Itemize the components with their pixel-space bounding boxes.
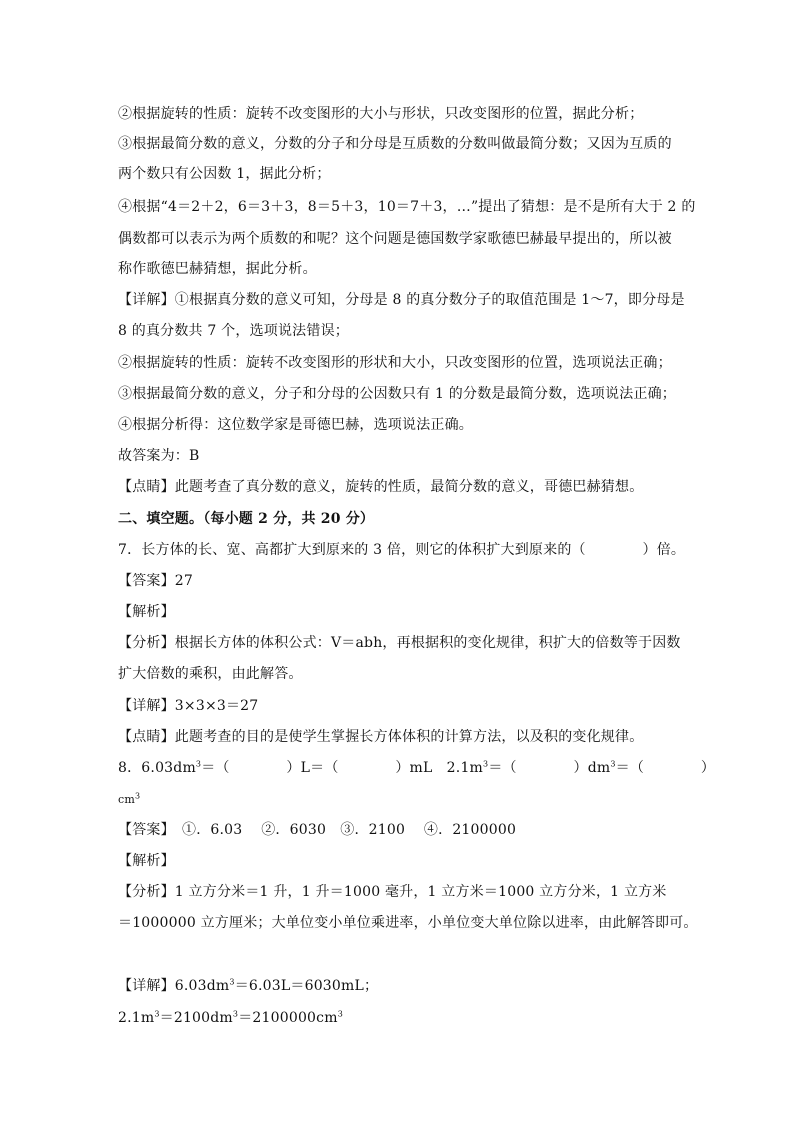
question-8: 8．$6.03dm^3=$（ ）L＝（ ）mL $2.1m^3=$（ ）$dm^3=$（ ）	[118, 759, 716, 776]
text-line: 【分析】1 立方分米＝1 升，1 升＝1000 毫升，1 立方米＝1000 立方分米，1 立方米	[118, 884, 667, 900]
question-7: 7．长方体的长、宽、高都扩大到原来的 3 倍，则它的体积扩大到原来的（ ）倍。	[118, 542, 686, 558]
text-line: 偶数都可以表示为两个质数的和呢？这个问题是德国数学家歌德巴赫最早提出的，所以被	[118, 231, 672, 247]
text-line: 【详解】3×3×3＝27	[118, 698, 259, 714]
text-line: ④根据分析得：这位数学家是哥德巴赫，选项说法正确。	[118, 417, 473, 433]
xiangjie-8-line1: 【详解】$6.03dm^3=6.03L=6030mL$；	[118, 977, 379, 994]
answer-8: 【答案】 ①．6.03 ②．6030 ③．2100 ④．2100000	[118, 822, 517, 838]
text-line: 称作歌德巴赫猜想，据此分析。	[118, 261, 317, 277]
xiangjie-8-line2: $2.1m^3=2100dm^3=2100000cm^3$	[118, 1009, 343, 1026]
question-8-unit: $cm^3$	[118, 791, 141, 806]
text-line: ③根据最简分数的意义，分子和分母的公因数只有 1 的分数是最简分数，选项说法正确；	[118, 386, 677, 402]
text-line: 故答案为：B	[118, 448, 200, 464]
text-line: ②根据旋转的性质：旋转不改变图形的形状和大小，只改变图形的位置，选项说法正确；	[118, 355, 672, 371]
text-line: 【点睛】此题考查的目的是使学生掌握长方体体积的计算方法，以及积的变化规律。	[118, 729, 644, 745]
jiexi-7: 【解析】	[118, 604, 175, 620]
text-line: 8 的真分数共 7 个，选项说法错误；	[118, 323, 349, 339]
text-line: ③根据最简分数的意义，分数的分子和分母是互质数的分数叫做最简分数；又因为互质的	[118, 136, 672, 152]
answer-7: 【答案】27	[118, 573, 194, 589]
text-line: 两个数只有公因数 1，据此分析；	[118, 166, 331, 182]
text-line: ＝1000000 立方厘米；大单位变小单位乘进率，小单位变大单位除以进率，由此解答即可。	[118, 915, 698, 931]
text-line: 【点睛】此题考查了真分数的意义，旋转的性质，最简分数的意义，哥德巴赫猜想。	[118, 479, 644, 495]
jiexi-8: 【解析】	[118, 853, 175, 869]
text-line: 扩大倍数的乘积，由此解答。	[118, 666, 303, 682]
text-line: ④根据“4＝2＋2，6＝3＋3，8＝5＋3，10＝7＋3，…”提出了猜想：是不是所有大于 2 的	[118, 199, 696, 215]
text-line: ②根据旋转的性质：旋转不改变图形的大小与形状，只改变图形的位置，据此分析；	[118, 106, 644, 122]
text-line: 【详解】①根据真分数的意义可知，分母是 8 的真分数分子的取值范围是 1～7，即分母是	[118, 292, 685, 308]
text-line: 【分析】根据长方体的体积公式：V＝abh，再根据积的变化规律，积扩大的倍数等于因数	[118, 635, 681, 651]
section-heading: 二、填空题。（每小题 2 分，共 20 分）	[118, 511, 375, 527]
